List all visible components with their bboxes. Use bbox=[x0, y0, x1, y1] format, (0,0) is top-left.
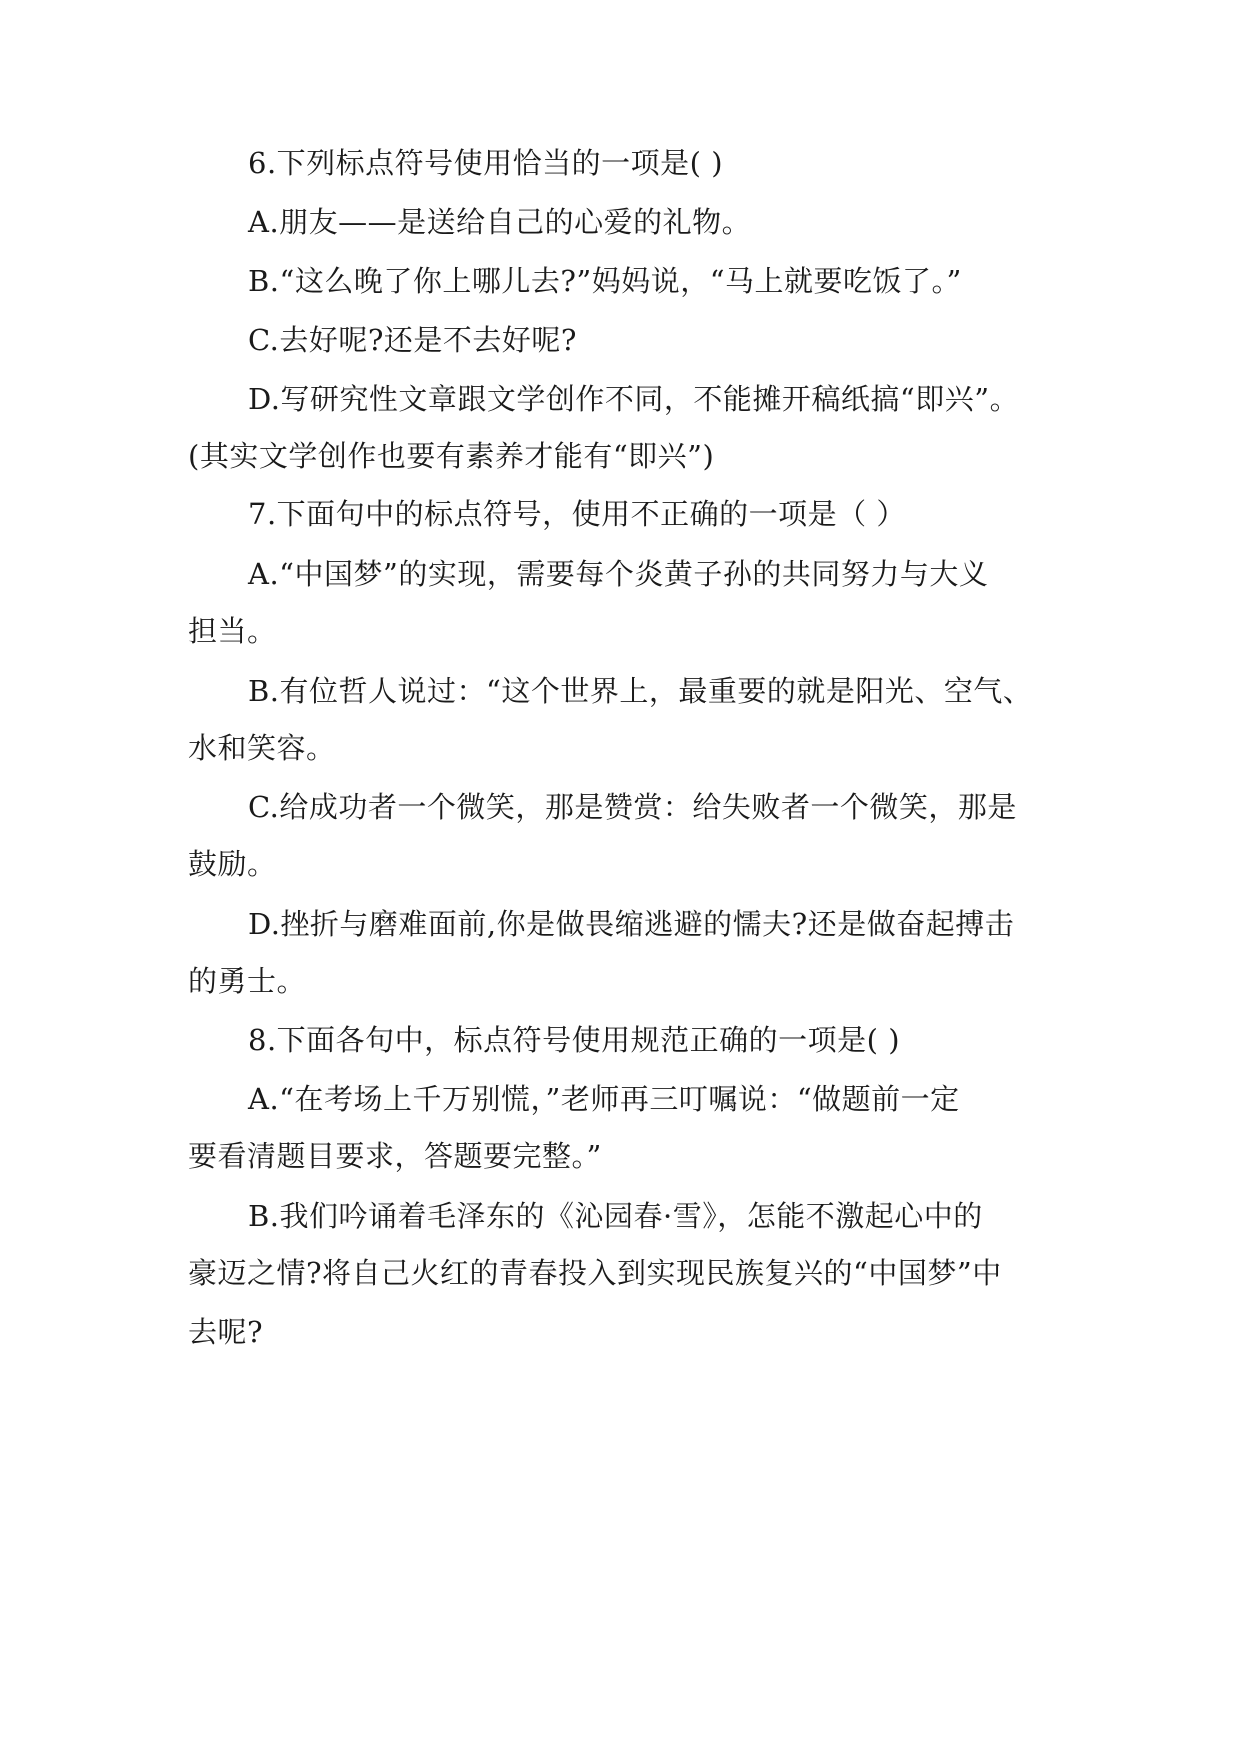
question-7-option-d-line-2: 的勇士。 bbox=[188, 964, 307, 998]
question-8-option-a-line-2: 要看清题目要求，答题要完整。” bbox=[188, 1139, 602, 1173]
question-7-option-c-line-1: C.给成功者一个微笑，那是赞赏：给失败者一个微笑，那是 bbox=[248, 790, 1017, 824]
question-8-option-b-line-1: B.我们吟诵着毛泽东的《沁园春·雪》，怎能不激起心中的 bbox=[248, 1199, 983, 1233]
question-6-option-d-line-1: D.写研究性文章跟文学创作不同，不能摊开稿纸搞“即兴”。 bbox=[248, 382, 1020, 416]
question-7-option-a-line-1: A.“中国梦”的实现，需要每个炎黄子孙的共同努力与大义 bbox=[248, 557, 989, 591]
question-8-option-a-line-1: A.“在考场上千万别慌，”老师再三叮嘱说：“做题前一定 bbox=[248, 1082, 960, 1116]
question-7-option-a-line-2: 担当。 bbox=[188, 614, 277, 648]
question-7-stem: 7.下面句中的标点符号，使用不正确的一项是（ ） bbox=[248, 497, 906, 531]
question-6-option-c: C.去好呢?还是不去好呢? bbox=[248, 323, 577, 357]
question-7-option-d-line-1: D.挫折与磨难面前,你是做畏缩逃避的懦夫?还是做奋起搏击 bbox=[248, 907, 1015, 941]
question-8-option-b-line-2: 豪迈之情?将自己火红的青春投入到实现民族复兴的“中国梦”中 bbox=[188, 1256, 1002, 1290]
question-8-option-b-line-3: 去呢? bbox=[188, 1315, 264, 1349]
question-7-option-c-line-2: 鼓励。 bbox=[188, 847, 277, 881]
question-6-option-a: A.朋友——是送给自己的心爱的礼物。 bbox=[248, 205, 752, 239]
question-8-stem: 8.下面各句中，标点符号使用规范正确的一项是( ) bbox=[248, 1023, 901, 1057]
question-6-option-b: B.“这么晚了你上哪儿去?”妈妈说，“马上就要吃饭了。” bbox=[248, 264, 962, 298]
question-6-option-d-line-2: (其实文学创作也要有素养才能有“即兴”) bbox=[188, 439, 715, 473]
question-7-option-b-line-1: B.有位哲人说过：“这个世界上，最重要的就是阳光、空气、 bbox=[248, 674, 1033, 708]
question-6-stem: 6.下列标点符号使用恰当的一项是( ) bbox=[248, 146, 724, 180]
question-7-option-b-line-2: 水和笑容。 bbox=[188, 731, 336, 765]
